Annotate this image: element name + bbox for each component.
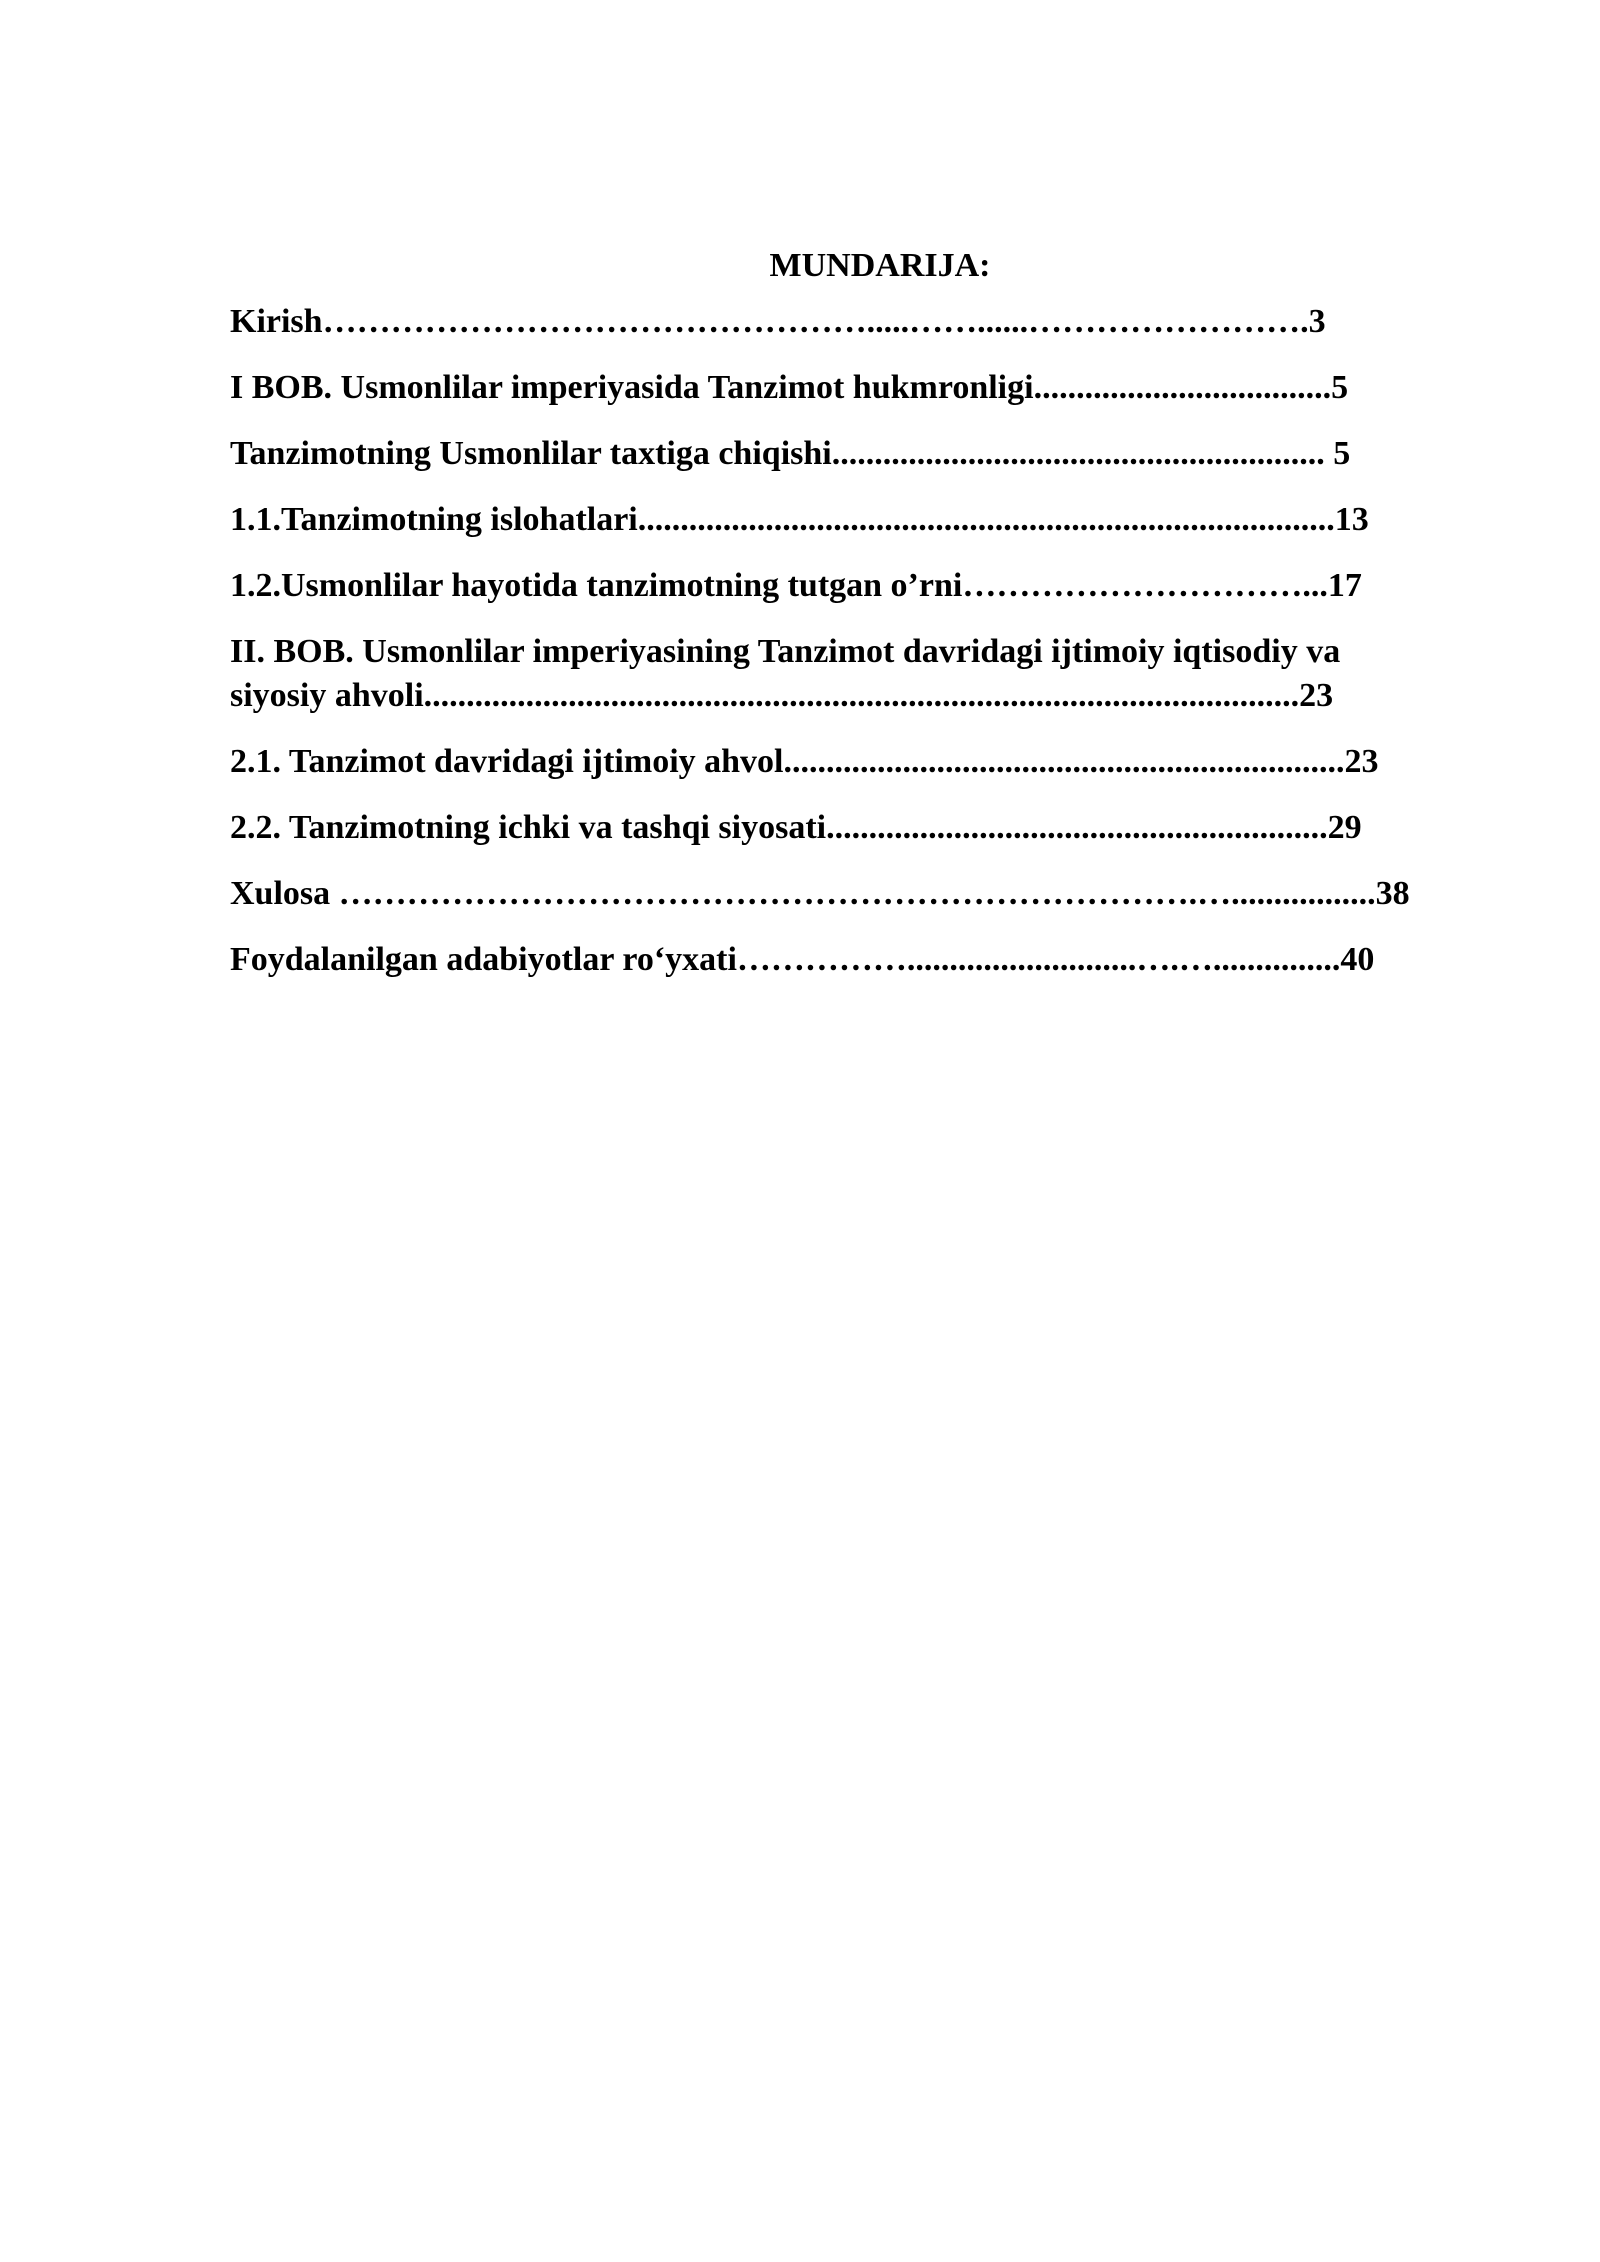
table-of-contents [230, 242, 1495, 1004]
toc-entry-chapter-1-intro: Tanzimotning Usmonlilar taxtiga chiqishi.......................................................... 5 [230, 435, 1351, 472]
toc-entry-chapter-2 [230, 630, 1495, 718]
toc-entry-chapter-2-line-1: II. BOB. Usmonlilar imperiyasining Tanzimot davridagi ijtimoiy iqtisodiy va [230, 633, 1341, 670]
toc-entry-2-2: 2.2. Tanzimotning ichki va tashqi siyosati...........................................................29 [230, 809, 1362, 846]
toc-entry-references: Foydalanilgan adabiyotlar ro‘yxati……………...........................….…...............40 [230, 941, 1375, 978]
toc-entry-kirish: Kirish………………………………………….....……......…………………….3 [230, 303, 1326, 340]
toc-entry-2-1: 2.1. Tanzimot davridagi ijtimoiy ahvol..................................................................23 [230, 743, 1379, 780]
toc-entry-chapter-2-line-2: siyosiy ahvoli.......................................................................................................23 [230, 677, 1334, 714]
toc-entry-1-1: 1.1.Tanzimotning islohatlari..................................................................................13 [230, 501, 1369, 538]
toc-entry-chapter-1: I BOB. Usmonlilar imperiyasida Tanzimot hukmronligi...................................5 [230, 369, 1349, 406]
toc-entry-xulosa: Xulosa ………………………………………………………………….….................38 [230, 875, 1410, 912]
toc-heading: MUNDARIJA: [769, 247, 991, 284]
toc-entry-1-2: 1.2.Usmonlilar hayotida tanzimotning tutgan o’rni…………………………...17 [230, 567, 1362, 604]
